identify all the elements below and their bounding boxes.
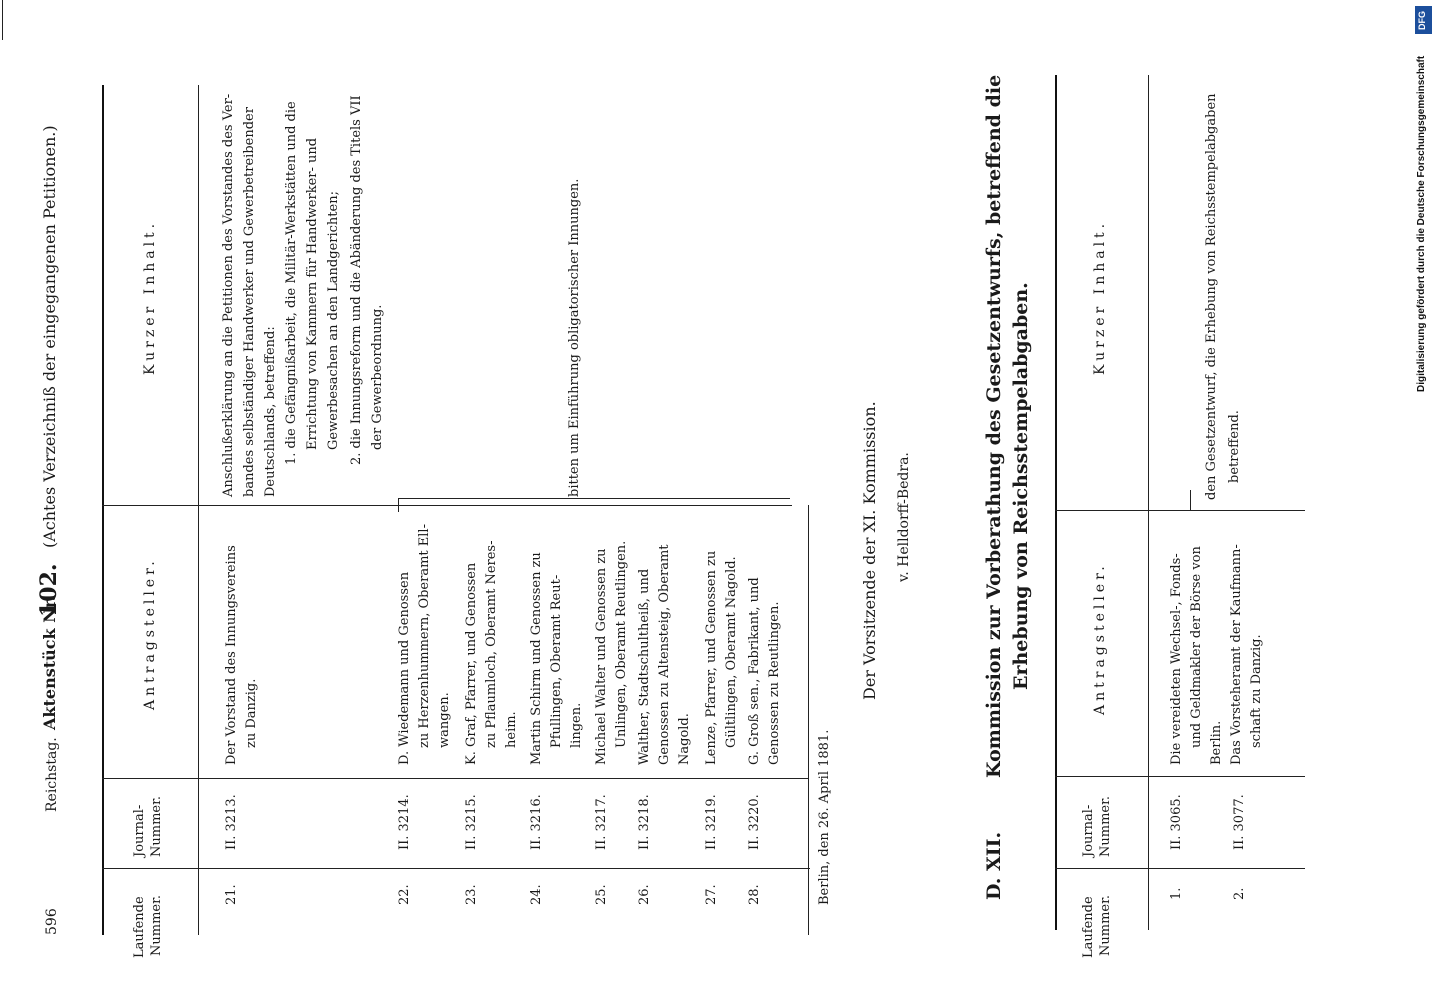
lfd-23: 23. bbox=[464, 884, 479, 905]
journal-26: II. 3218. bbox=[637, 794, 652, 850]
journal-header-2: Nummer. bbox=[149, 795, 164, 857]
antrag-25-l2: Unlingen, Oberamt Reutlingen. bbox=[614, 540, 629, 748]
table1-header-rule bbox=[198, 85, 199, 935]
inhalt-header: Kurzer Inhalt. bbox=[142, 219, 158, 375]
table1-col-divider-antrag bbox=[102, 505, 792, 506]
table2-top-rule bbox=[1055, 75, 1057, 930]
t2-antrag-1-l2: und Geldmakler der Börse von bbox=[1189, 546, 1204, 748]
antrag-25-l1: Michael Walter und Genossen zu bbox=[594, 548, 609, 765]
t2-journal-header-2: Nummer. bbox=[1098, 795, 1113, 857]
inhalt-item1-l2: Errichtung von Kammern für Handwerker- und bbox=[305, 137, 320, 450]
journal-28: II. 3220. bbox=[747, 794, 762, 850]
antrag-21-l2: zu Danzig. bbox=[244, 678, 259, 748]
lfd-22: 22. bbox=[397, 884, 412, 905]
journal-23: II. 3215. bbox=[464, 794, 479, 850]
journal-header-1: Journal- bbox=[132, 804, 147, 857]
verzeichnis-title: (Achtes Verzeichniß der eingegangenen Petitionen.) bbox=[40, 125, 59, 548]
dfg-credit: Digitalisierung gefördert durch die Deutsche Forschungsgemeinschaft bbox=[1416, 55, 1427, 392]
t2-antrag-2-l2: schaft zu Danzig. bbox=[1249, 634, 1264, 748]
journal-25: II. 3217. bbox=[594, 794, 609, 850]
antragsteller-header: Antragsteller. bbox=[142, 557, 158, 710]
chair-line: Der Vorsitzende der XI. Kommission. bbox=[860, 401, 879, 700]
page-number: 596 bbox=[44, 908, 60, 935]
t2-antrag-2-l1: Das Vorsteheramt der Kaufmann- bbox=[1229, 544, 1244, 765]
antrag-23-l2: zu Pflaumloch, Oberamt Neres- bbox=[484, 540, 499, 748]
t2-inhalt-header: Kurzer Inhalt. bbox=[1092, 219, 1108, 375]
inhalt-item1-l3: Gewerbesachen an den Landgerichten; bbox=[326, 191, 341, 450]
antrag-23-l3: heim. bbox=[504, 711, 519, 748]
section-label: D. XII. bbox=[983, 831, 1005, 900]
inhalt-group: bitten um Einführung obligatorischer Innungen. bbox=[567, 178, 582, 497]
t2-antrag-1-l1: Die vereideten Wechsel-, Fonds- bbox=[1169, 553, 1184, 765]
inhalt-main-l2: bandes selbständiger Handwerker und Gewerbetreibender bbox=[242, 107, 257, 497]
antrag-27-l1: Lenze, Pfarrer, und Genossen zu bbox=[704, 550, 719, 765]
lfd-header-1: Laufende bbox=[132, 896, 147, 958]
lfd-28: 28. bbox=[747, 884, 762, 905]
reichstag-label: Reichstag. bbox=[44, 737, 60, 812]
table1-top-rule bbox=[102, 85, 104, 935]
t2-journal-header-1: Journal- bbox=[1081, 804, 1096, 857]
antrag-27-l2: Gültlingen, Oberamt Nagold. bbox=[724, 556, 739, 748]
antrag-24-l1: Martin Schirm und Genossen zu bbox=[529, 552, 544, 765]
table1-col-divider-journal bbox=[102, 778, 808, 779]
inhalt-item2-l2: der Gewerbeordnung. bbox=[370, 304, 385, 450]
antrag-26-l2: Genossen zu Altensteig, Oberamt bbox=[657, 544, 672, 765]
antrag-26-l1: Walther, Stadtschultheiß, und bbox=[637, 568, 652, 765]
journal-24: II. 3216. bbox=[529, 794, 544, 850]
antrag-23-l1: K. Graf, Pfarrer, und Genossen bbox=[464, 562, 479, 765]
table2-header-rule bbox=[1148, 75, 1149, 930]
t2-antragsteller-header: Antragsteller. bbox=[1092, 562, 1108, 715]
table1-bracket-line bbox=[398, 498, 790, 499]
antrag-21-l1: Der Vorstand des Innungsvereins bbox=[224, 545, 239, 765]
antrag-22-l2: zu Herzenhummern, Oberamt Ell- bbox=[417, 524, 432, 748]
inhalt-main-l3: Deutschlands, betreffend: bbox=[263, 326, 278, 497]
left-edge-mark bbox=[2, 0, 3, 40]
journal-21: II. 3213. bbox=[224, 794, 239, 850]
chair-name: v. Helldorff-Bedra. bbox=[896, 452, 912, 582]
table2-col-divider-lfd bbox=[1055, 868, 1305, 869]
lfd-27: 27. bbox=[704, 884, 719, 905]
t2-inhalt-l1: den Gesetzentwurf, die Erhebung von Reichsstempelabgaben bbox=[1204, 93, 1219, 500]
inhalt-main-l1: Anschlußerklärung an die Petitionen des Vorstandes des Ver- bbox=[221, 93, 236, 497]
t2-journal-2: II. 3077. bbox=[1232, 794, 1247, 850]
inhalt-item1-l1: 1. die Gefängnißarbeit, die Militär-Werkstätten und die bbox=[284, 101, 299, 465]
t2-lfd-header-2: Nummer. bbox=[1098, 894, 1113, 956]
table2-bracket-rule bbox=[1190, 490, 1191, 510]
table1-col-divider-lfd bbox=[102, 868, 810, 869]
table2-col-divider-antrag bbox=[1055, 510, 1305, 511]
table2-col-divider-journal bbox=[1055, 776, 1305, 777]
table1-bracket-rule bbox=[398, 498, 399, 512]
lfd-25: 25. bbox=[594, 884, 609, 905]
inhalt-item2-l1: 2. die Innungsreform und die Abänderung des Titels VII bbox=[349, 95, 364, 465]
lfd-21: 21. bbox=[224, 884, 239, 905]
antrag-24-l2: Pfullingen, Oberamt Reut- bbox=[549, 574, 564, 748]
t2-lfd-2: 2. bbox=[1232, 887, 1247, 900]
t2-journal-1: II. 3065. bbox=[1169, 794, 1184, 850]
t2-lfd-1: 1. bbox=[1169, 887, 1184, 900]
lfd-26: 26. bbox=[637, 884, 652, 905]
table1-bottom-rule bbox=[808, 505, 809, 935]
akten-prefix: Aktenstück Nr. bbox=[40, 595, 59, 730]
antrag-26-l3: Nagold. bbox=[677, 713, 692, 765]
akten-number: 102. bbox=[36, 563, 62, 617]
journal-22: II. 3214. bbox=[397, 794, 412, 850]
journal-27: II. 3219. bbox=[704, 794, 719, 850]
lfd-24: 24. bbox=[529, 884, 544, 905]
antrag-22-l3: wangen. bbox=[437, 692, 452, 748]
t2-lfd-header-1: Laufende bbox=[1081, 896, 1096, 958]
antrag-22-l1: D. Wiedemann und Genossen bbox=[397, 571, 412, 765]
t2-antrag-1-l3: Berlin. bbox=[1209, 720, 1224, 765]
dfg-logo: DFG bbox=[1415, 6, 1432, 34]
section-title-l2: Erhebung von Reichsstempelabgaben. bbox=[1010, 282, 1032, 690]
antrag-28-l1: G. Groß sen., Fabrikant, und bbox=[747, 577, 762, 765]
t2-inhalt-l2: betreffend. bbox=[1227, 410, 1242, 483]
place-date: Berlin, den 26. April 1881. bbox=[817, 729, 832, 905]
lfd-header-2: Nummer. bbox=[149, 894, 164, 956]
section-title-l1: Kommission zur Vorberathung des Gesetzentwurfs, betreffend die bbox=[983, 74, 1005, 778]
antrag-28-l2: Genossen zu Reutlingen. bbox=[767, 601, 782, 765]
antrag-24-l3: lingen. bbox=[569, 702, 584, 748]
